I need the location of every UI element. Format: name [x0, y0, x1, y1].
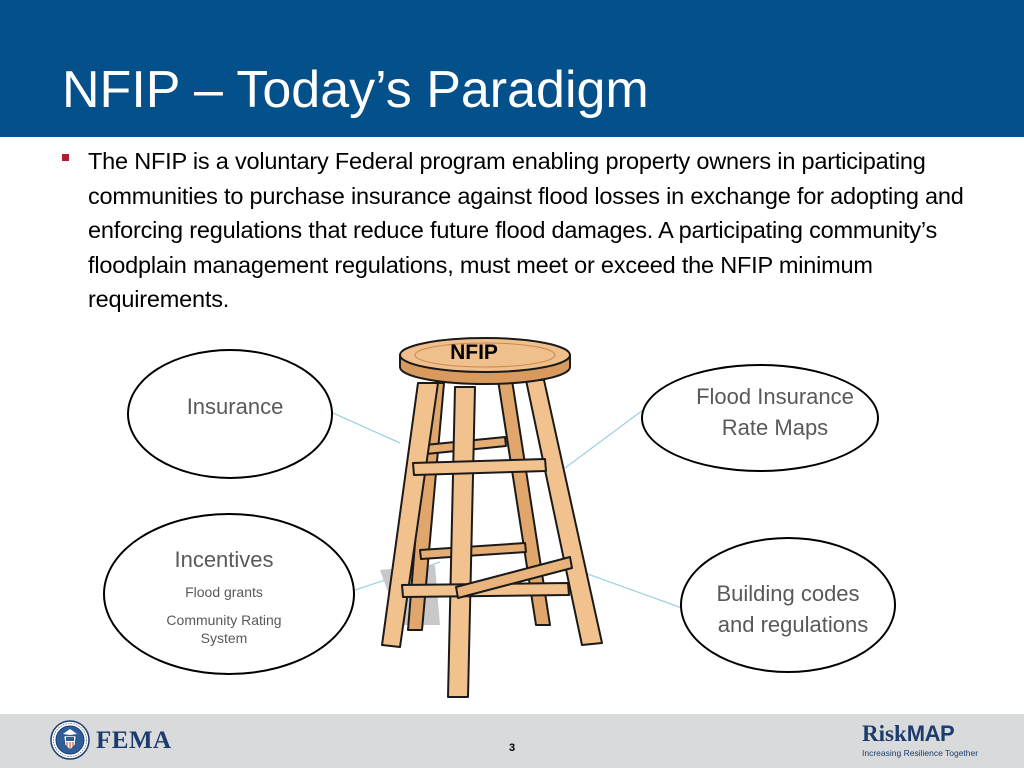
- building-codes-label-line2: and regulations: [717, 612, 869, 637]
- incentives-item-crs-line1: Community Rating: [166, 612, 282, 628]
- bullet-marker: [62, 154, 69, 161]
- riskmap-tagline: Increasing Resilience Together: [862, 748, 979, 758]
- stool-illustration: [340, 325, 630, 715]
- rate-maps-label-line1: Flood Insurance: [696, 384, 854, 409]
- riskmap-map: MAP: [906, 721, 955, 746]
- riskmap-risk: Risk: [862, 721, 907, 746]
- stool-front-leg-middle: [448, 387, 475, 697]
- page-number: 3: [508, 742, 516, 754]
- building-codes-label-line1: Building codes: [716, 581, 860, 606]
- riskmap-wordmark: [862, 722, 982, 746]
- stool-label: NFIP: [450, 341, 498, 364]
- riskmap-logo: [862, 722, 982, 758]
- insurance-label: Insurance: [186, 394, 284, 419]
- incentives-title: Incentives: [174, 547, 274, 572]
- fema-logo-text: FEMA: [96, 727, 172, 754]
- slide-title: NFIP – Today’s Paradigm: [62, 61, 649, 119]
- incentives-item-flood-grants: Flood grants: [185, 584, 263, 600]
- bullet-text: The NFIP is a voluntary Federal program enabling property owners in participating communities to purchase insurance against flood losses in exchange for adopting and enforcing regulations that reduce future flood damages. A participating community’s floodplain management regulations, must meet or exceed the NFIP minimum requirements.: [88, 148, 964, 312]
- incentives-item-crs-line2: System: [200, 630, 248, 646]
- dhs-seal-icon: [50, 720, 90, 760]
- rate-maps-label-line2: Rate Maps: [721, 415, 829, 440]
